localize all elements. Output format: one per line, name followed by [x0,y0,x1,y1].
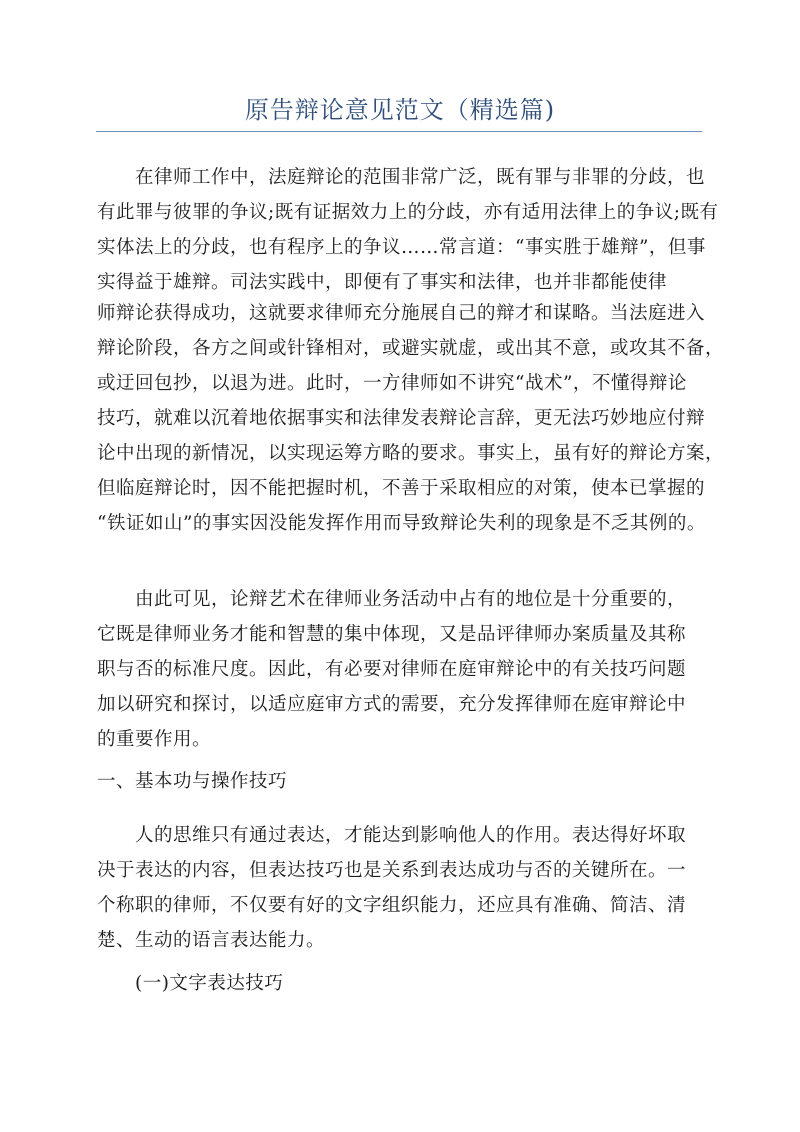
paragraph-line: 技巧，就难以沉着地依据事实和法律发表辩论言辞，更无法巧妙地应付辩 [97,408,706,429]
paragraph-4 [97,818,709,958]
subsection-heading: (一)文字表达技巧 [135,973,284,994]
paragraph-line: 有此罪与彼罪的争议;既有证据效力上的分歧，亦有适用法律上的争议;既有 [97,202,719,223]
paragraph-line: 师辩论获得成功，这就要求律师充分施展自己的辩才和谋略。当法庭进入 [97,303,706,324]
document-title: 原告辩论意见范文（精选篇) [244,96,556,124]
title-underline [96,131,702,132]
paragraph-line: 个称职的律师，不仅要有好的文字组织能力，还应具有准确、简洁、清 [97,895,687,916]
paragraph-1 [97,160,719,300]
paragraph-line: 在律师工作中，法庭辩论的范围非常广泛，既有罪与非罪的分歧，也 [135,167,706,188]
paragraph-line: 实得益于雄辩。司法实践中，即便有了事实和法律，也并非都能使律 [97,272,668,293]
paragraph-line: 论中出现的新情况，以实现运筹方略的要求。事实上，虽有好的辩论方案， [97,443,725,464]
paragraph-line: 它既是律师业务才能和智慧的集中体现，又是品评律师办案质量及其称 [97,624,687,645]
paragraph-line: 职与否的标准尺度。因此，有必要对律师在庭审辩论中的有关技巧问题 [97,659,687,680]
paragraph-2 [97,296,725,541]
paragraph-line: “铁证如山”的事实因没能发挥作用而导致辩论失利的现象是不乏其例的。 [97,513,706,534]
paragraph-line: 的重要作用。 [97,729,212,750]
paragraph-line: 实体法上的分歧，也有程序上的争议……常言道：“事实胜于雄辩”，但事 [97,237,706,258]
paragraph-line: 但临庭辩论时，因不能把握时机，不善于采取相应的对策，使本已掌握的 [97,478,706,499]
paragraph-line: 决于表达的内容，但表达技巧也是关系到表达成功与否的关键所在。一 [97,860,687,881]
paragraph-line: 或迂回包抄，以退为进。此时，一方律师如不讲究“战术”，不懂得辩论 [97,373,687,394]
paragraph-line: 辩论阶段，各方之间或针锋相对，或避实就虚，或出其不意，或攻其不备， [97,338,725,359]
paragraph-line: 人的思维只有通过表达，才能达到影响他人的作用。表达得好坏取 [135,825,687,846]
paragraph-line: 由此可见，论辩艺术在律师业务活动中占有的地位是十分重要的， [135,589,687,610]
paragraph-3 [97,582,709,757]
paragraph-line: 楚、生动的语言表达能力。 [97,930,326,951]
section-heading: 一、基本功与操作技巧 [97,771,288,792]
paragraph-line: 加以研究和探讨，以适应庭审方式的需要，充分发挥律师在庭审辩论中 [97,694,687,715]
